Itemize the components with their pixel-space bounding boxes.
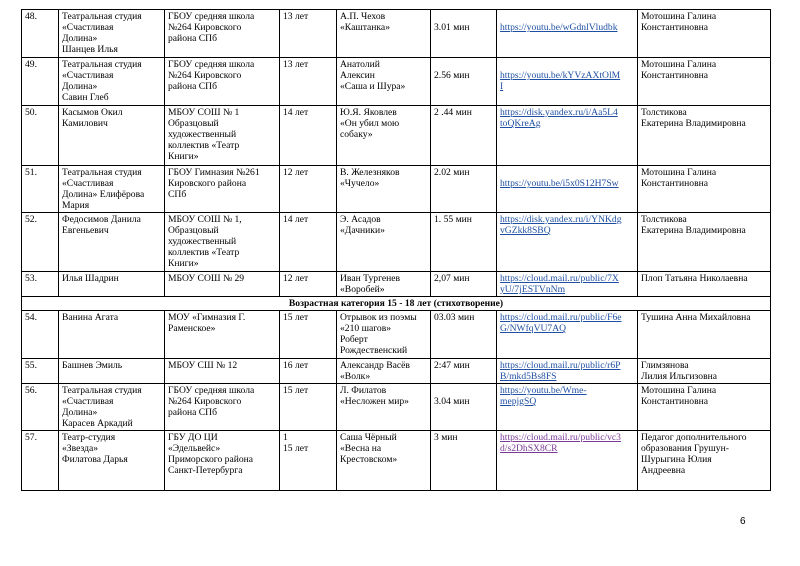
participant-cell: Театральная студия «Счастливая Долина» Шанцев Илья	[59, 10, 165, 58]
row-number: 50.	[22, 106, 59, 166]
row-number: 56.	[22, 384, 59, 431]
school-cell: ГБОУ средняя школа №264 Кировского района СПб	[165, 384, 280, 431]
teacher-cell: Глимзянова Лилия Ильгизовна	[638, 359, 771, 384]
age-cell: 16 лет	[280, 359, 337, 384]
teacher-cell: Мотошина Галина Константиновна	[638, 10, 771, 58]
age-cell: 1 15 лет	[280, 431, 337, 491]
participant-cell: Касымов Окил Камилович	[59, 106, 165, 166]
age-cell: 14 лет	[280, 106, 337, 166]
participant-cell: Федосимов Данила Евгеньевич	[59, 213, 165, 272]
duration-cell: 2.56 мин	[431, 58, 497, 106]
school-cell: МБОУ СОШ № 1 Образцовый художественный коллектив «Театр Книги»	[165, 106, 280, 166]
age-category-title: Возрастная категория 15 - 18 лет (стихотворение)	[22, 297, 771, 311]
school-cell: МБОУ СОШ № 1, Образцовый художественный коллектив «Театр Книги»	[165, 213, 280, 272]
work-cell: В. Железняков «Чучело»	[337, 166, 431, 213]
video-link[interactable]: https://youtu.be/kYVzAXtOlM I	[497, 58, 638, 106]
participant-cell: Театральная студия «Счастливая Долина» Савин Глеб	[59, 58, 165, 106]
row-number: 52.	[22, 213, 59, 272]
participant-cell: Театральная студия «Счастливая Долина» Елифёрова Мария	[59, 166, 165, 213]
age-cell: 13 лет	[280, 58, 337, 106]
duration-cell: 2.02 мин	[431, 166, 497, 213]
school-cell: МБОУ СШ № 12	[165, 359, 280, 384]
work-cell: Александр Васёв «Волк»	[337, 359, 431, 384]
teacher-cell: Мотошина Галина Константиновна	[638, 384, 771, 431]
row-number: 49.	[22, 58, 59, 106]
school-cell: ГБОУ средняя школа №264 Кировского района СПб	[165, 58, 280, 106]
video-link[interactable]: https://youtu.be/wGdnlVludbk	[497, 10, 638, 58]
section-header-row	[22, 297, 771, 311]
table-row	[22, 384, 771, 431]
table-row	[22, 359, 771, 384]
work-cell: Э. Асадов «Дачники»	[337, 213, 431, 272]
participant-cell: Театр-студия «Звезда» Филатова Дарья	[59, 431, 165, 491]
school-cell: МБОУ СОШ № 29	[165, 272, 280, 297]
duration-cell: 2,07 мин	[431, 272, 497, 297]
school-cell: МОУ «Гимназия Г. Раменское»	[165, 311, 280, 359]
video-link[interactable]: https://youtu.be/Wme- mepjgSQ	[497, 384, 638, 431]
teacher-cell: Тушина Анна Михайловна	[638, 311, 771, 359]
row-number: 55.	[22, 359, 59, 384]
table-row	[22, 213, 771, 272]
age-cell: 12 лет	[280, 272, 337, 297]
participant-cell: Театральная студия «Счастливая Долина» Карасев Аркадий	[59, 384, 165, 431]
table-row	[22, 311, 771, 359]
table-row	[22, 431, 771, 491]
work-cell: Анатолий Алексин «Саша и Шура»	[337, 58, 431, 106]
duration-cell: 3.01 мин	[431, 10, 497, 58]
row-number: 57.	[22, 431, 59, 491]
row-number: 51.	[22, 166, 59, 213]
work-cell: Отрывок из поэмы «210 шагов» Роберт Рождественский	[337, 311, 431, 359]
page-number: 6	[740, 516, 746, 527]
age-cell: 15 лет	[280, 384, 337, 431]
video-link[interactable]: https://youtu.be/i5x0S12H7Sw	[497, 166, 638, 213]
video-link[interactable]: https://cloud.mail.ru/public/vc3 d/s2DhSX8CR	[497, 431, 638, 491]
teacher-cell: Мотошина Галина Константиновна	[638, 58, 771, 106]
teacher-cell: Толстикова Екатерина Владимировна	[638, 106, 771, 166]
row-number: 48.	[22, 10, 59, 58]
teacher-cell: Плоп Татьяна Николаевна	[638, 272, 771, 297]
participant-cell: Илья Шадрин	[59, 272, 165, 297]
table-row	[22, 106, 771, 166]
teacher-cell: Педагог дополнительного образования Грушун- Шурыгина Юлия Андреевна	[638, 431, 771, 491]
school-cell: ГБОУ средняя школа №264 Кировского района СПб	[165, 10, 280, 58]
table-row	[22, 58, 771, 106]
teacher-cell: Толстикова Екатерина Владимировна	[638, 213, 771, 272]
video-link[interactable]: https://disk.yandex.ru/i/Aa5L4 toQKreAg	[497, 106, 638, 166]
age-cell: 12 лет	[280, 166, 337, 213]
video-link[interactable]: https://disk.yandex.ru/i/YNKdg vGZkk8SBQ	[497, 213, 638, 272]
participants-table	[21, 9, 771, 491]
duration-cell: 2:47 мин	[431, 359, 497, 384]
row-number: 53.	[22, 272, 59, 297]
age-cell: 13 лет	[280, 10, 337, 58]
participant-cell: Ванина Агата	[59, 311, 165, 359]
work-cell: Л. Филатов «Несложен мир»	[337, 384, 431, 431]
work-cell: А.П. Чехов «Каштанка»	[337, 10, 431, 58]
video-link[interactable]: https://cloud.mail.ru/public/7X yU/7jESTVnNm	[497, 272, 638, 297]
work-cell: Иван Тургенев «Воробей»	[337, 272, 431, 297]
duration-cell: 3.04 мин	[431, 384, 497, 431]
table-row	[22, 272, 771, 297]
duration-cell: 3 мин	[431, 431, 497, 491]
age-cell: 15 лет	[280, 311, 337, 359]
school-cell: ГБУ ДО ЦИ «Эдельвейс» Приморского района Санкт-Петербурга	[165, 431, 280, 491]
duration-cell: 03.03 мин	[431, 311, 497, 359]
table-row	[22, 166, 771, 213]
row-number: 54.	[22, 311, 59, 359]
table-row	[22, 10, 771, 58]
duration-cell: 2 .44 мин	[431, 106, 497, 166]
school-cell: ГБОУ Гимназия №261 Кировского района СПб	[165, 166, 280, 213]
video-link[interactable]: https://cloud.mail.ru/public/F6e G/NWfqVU7AQ	[497, 311, 638, 359]
duration-cell: 1. 55 мин	[431, 213, 497, 272]
teacher-cell: Мотошина Галина Константиновна	[638, 166, 771, 213]
age-cell: 14 лет	[280, 213, 337, 272]
work-cell: Ю.Я. Яковлев «Он убил мою собаку»	[337, 106, 431, 166]
work-cell: Саша Чёрный «Весна на Крестовском»	[337, 431, 431, 491]
participant-cell: Башнев Эмиль	[59, 359, 165, 384]
video-link[interactable]: https://cloud.mail.ru/public/r6P B/mkd5Bs8FS	[497, 359, 638, 384]
